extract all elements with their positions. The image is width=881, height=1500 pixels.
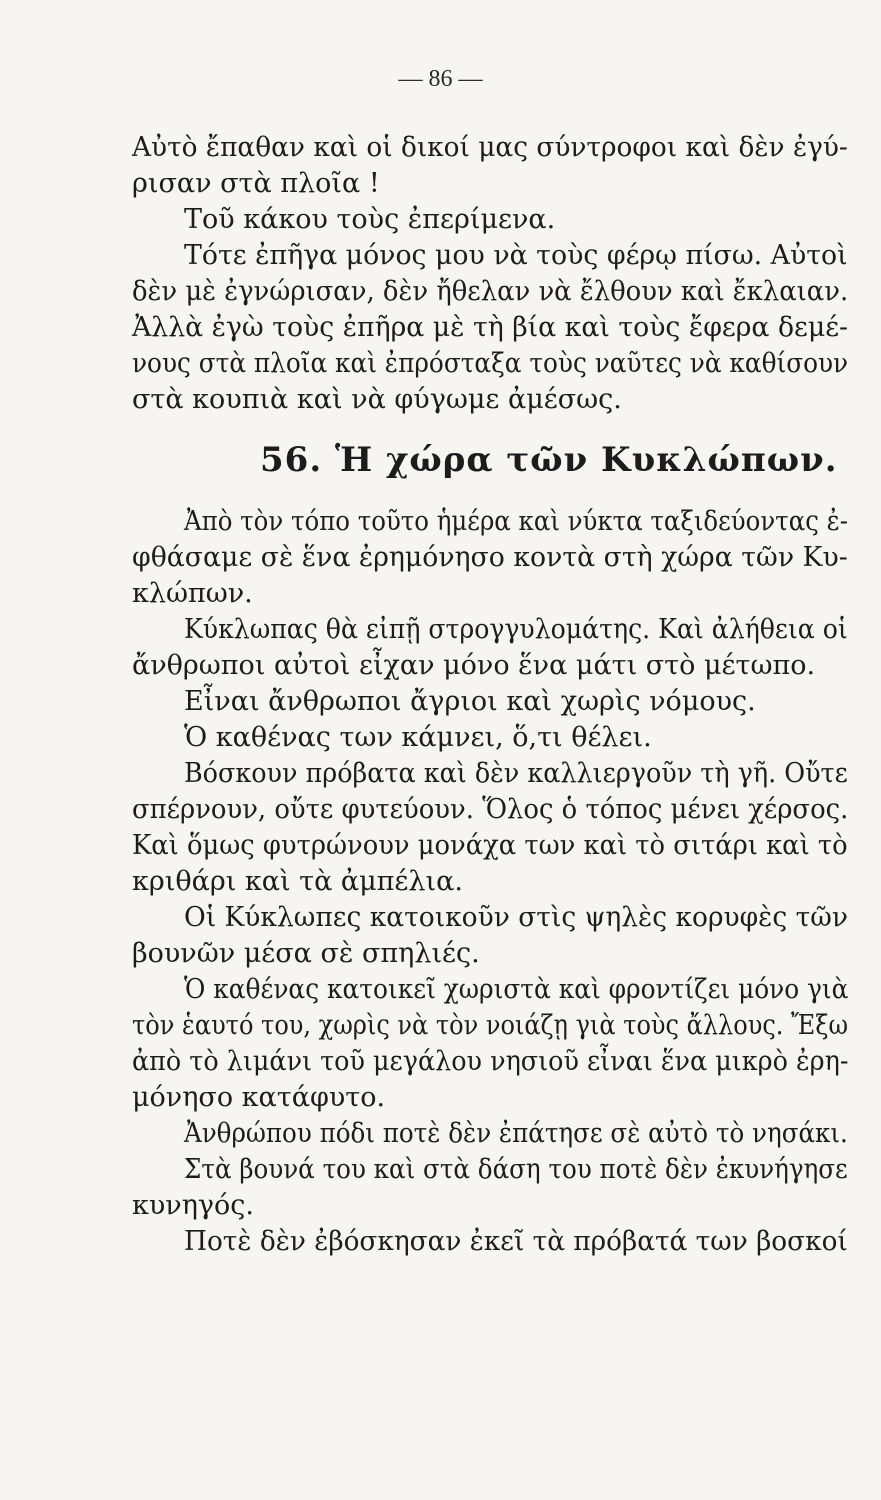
text-line: βουνῶν μέσα σὲ σπηλιές. (132, 938, 480, 969)
text-line: νους στὰ πλοῖα καὶ ἐπρόσταξα τοὺς ναῦτες νὰ καθίσουν (132, 348, 849, 379)
text-line: φθάσαμε σὲ ἕνα ἐρημόνησο κοντὰ στὴ χώρα τῶν Κυ- (132, 542, 848, 573)
text-line: κριθάρι καὶ τὰ ἀμπέλια. (132, 866, 463, 897)
text-line: Ἀνθρώπου πόδι ποτὲ δὲν ἐπάτησε σὲ αὐτὸ τὸ νησάκι. (184, 1118, 848, 1149)
text-line: ἀπὸ τὸ λιμάνι τοῦ μεγάλου νησιοῦ εἶναι ἕνα μικρὸ ἐρη- (132, 1046, 849, 1077)
text-line: ρισαν στὰ πλοῖα ! (132, 168, 380, 199)
text-line: σπέρνουν, οὔτε φυτεύουν. Ὅλος ὁ τόπος μένει χέρσος. (132, 794, 849, 825)
text-line: δὲν μὲ ἐγνώρισαν, δὲν ἤθελαν νὰ ἔλθουν καὶ ἔκλαιαν. (132, 276, 849, 307)
text-line: Ποτὲ δὲν ἐβόσκησαν ἐκεῖ τὰ πρόβατά των βοσκοί (184, 1226, 848, 1257)
text-line: Ὁ καθένας των κάμνει, ὅ,τι θέλει. (184, 722, 652, 753)
text-line: κλώπων. (132, 578, 253, 609)
text-line: Ἀλλὰ ἐγὼ τοὺς ἐπῆρα μὲ τὴ βία καὶ τοὺς ἔφερα δεμέ- (132, 312, 849, 343)
text-line: Τοῦ κάκου τοὺς ἐπερίμενα. (184, 204, 556, 235)
page-number: — 86 — (398, 66, 483, 92)
text-line: Ὁ καθένας κατοικεῖ χωριστὰ καὶ φροντίζει μόνο γιὰ (184, 974, 849, 1005)
text-line: στὰ κουπιὰ καὶ νὰ φύγωμε ἀμέσως. (132, 384, 622, 415)
text-line: ἄνθρωποι αὐτοὶ εἶχαν μόνο ἕνα μάτι στὸ μέτωπο. (132, 650, 816, 681)
section-heading: 56. Ἡ χώρα τῶν Κυκλώπων. (260, 440, 838, 480)
text-line: Βόσκουν πρόβατα καὶ δὲν καλλιεργοῦν τὴ γῆ. Οὔτε (184, 758, 848, 789)
text-line: Οἱ Κύκλωπες κατοικοῦν στὶς ψηλὲς κορυφὲς τῶν (184, 902, 848, 933)
text-line: μόνησο κατάφυτο. (132, 1082, 386, 1113)
body-text (132, 130, 848, 1260)
text-line: Αὐτὸ ἔπαθαν καὶ οἱ δικοί μας σύντροφοι καὶ δὲν ἐγύ- (132, 132, 848, 163)
text-line: Στὰ βουνά του καὶ στὰ δάση του ποτὲ δὲν ἐκυνήγησε (184, 1154, 848, 1185)
text-line: Κύκλωπας θὰ εἰπῇ στρογγυλομάτης. Καὶ ἀλήθεια οἱ (184, 614, 848, 645)
text-line: Τότε ἐπῆγα μόνος μου νὰ τοὺς φέρῳ πίσω. Αὐτοὶ (184, 240, 848, 271)
text-line: Εἶναι ἄνθρωποι ἄγριοι καὶ χωρὶς νόμους. (184, 686, 756, 717)
text-line: τὸν ἑαυτό του, χωρὶς νὰ τὸν νοιάζῃ γιὰ τοὺς ἄλλους. Ἔξω (132, 1010, 849, 1041)
text-line: Καὶ ὅμως φυτρώνουν μονάχα των καὶ τὸ σιτάρι καὶ τὸ (132, 830, 848, 861)
text-line: κυνηγός. (132, 1190, 254, 1221)
text-line: Ἀπὸ τὸν τόπο τοῦτο ἡμέρα καὶ νύκτα ταξιδεύοντας ἐ- (184, 506, 848, 537)
